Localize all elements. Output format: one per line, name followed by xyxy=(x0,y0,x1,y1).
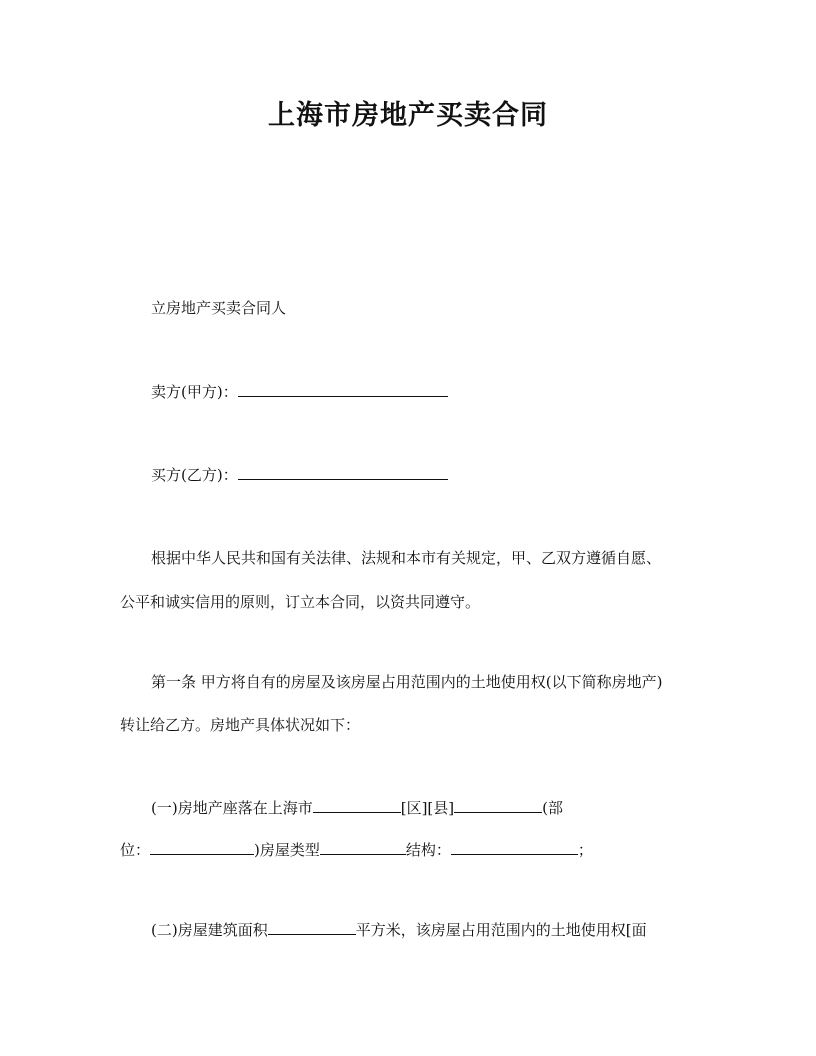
building-area-field[interactable] xyxy=(268,918,356,935)
item-2-line1 xyxy=(151,918,647,942)
address-field[interactable] xyxy=(454,796,542,813)
article-1-line2: 转让给乙方。房地产具体状况如下： xyxy=(120,716,361,734)
structure-field[interactable] xyxy=(451,838,578,855)
item-1-position-label: 位： xyxy=(120,841,151,859)
item-1-line1 xyxy=(151,796,563,820)
paragraph-principles-line2: 公平和诚实信用的原则，订立本合同，以资共同遵守。 xyxy=(120,593,481,611)
buyer-line xyxy=(151,463,448,487)
item-2-continuation: 平方米，该房屋占用范围内的土地使用权[面 xyxy=(355,921,647,939)
article-1-line1: 第一条 甲方将自有的房屋及该房屋占用范围内的土地使用权(以下简称房地产) xyxy=(151,673,663,691)
document-title: 上海市房地产买卖合同 xyxy=(268,100,548,131)
item-1-line-end: ； xyxy=(577,841,593,859)
district-field[interactable] xyxy=(313,796,401,813)
item-1-part-label: (部 xyxy=(542,799,563,817)
buyer-name-field[interactable] xyxy=(238,463,448,480)
building-area-label: (二)房屋建筑面积 xyxy=(151,921,268,939)
item-1-line2 xyxy=(120,838,593,862)
item-1-location-label: (一)房地产座落在上海市 xyxy=(151,799,313,817)
paragraph-principles-line1: 根据中华人民共和国有关法律、法规和本市有关规定，甲、乙双方遵循自愿、 xyxy=(151,549,662,567)
structure-label: 结构： xyxy=(405,841,451,859)
house-type-field[interactable] xyxy=(320,838,406,855)
district-county-label: [区][县] xyxy=(400,799,455,817)
contract-parties-intro: 立房地产买卖合同人 xyxy=(151,299,287,317)
house-type-label: )房屋类型 xyxy=(254,841,320,859)
seller-line xyxy=(151,380,448,404)
buyer-label: 买方(乙方)： xyxy=(151,466,238,484)
seller-label: 卖方(甲方)： xyxy=(151,383,238,401)
seller-name-field[interactable] xyxy=(238,380,448,397)
position-field[interactable] xyxy=(150,838,254,855)
